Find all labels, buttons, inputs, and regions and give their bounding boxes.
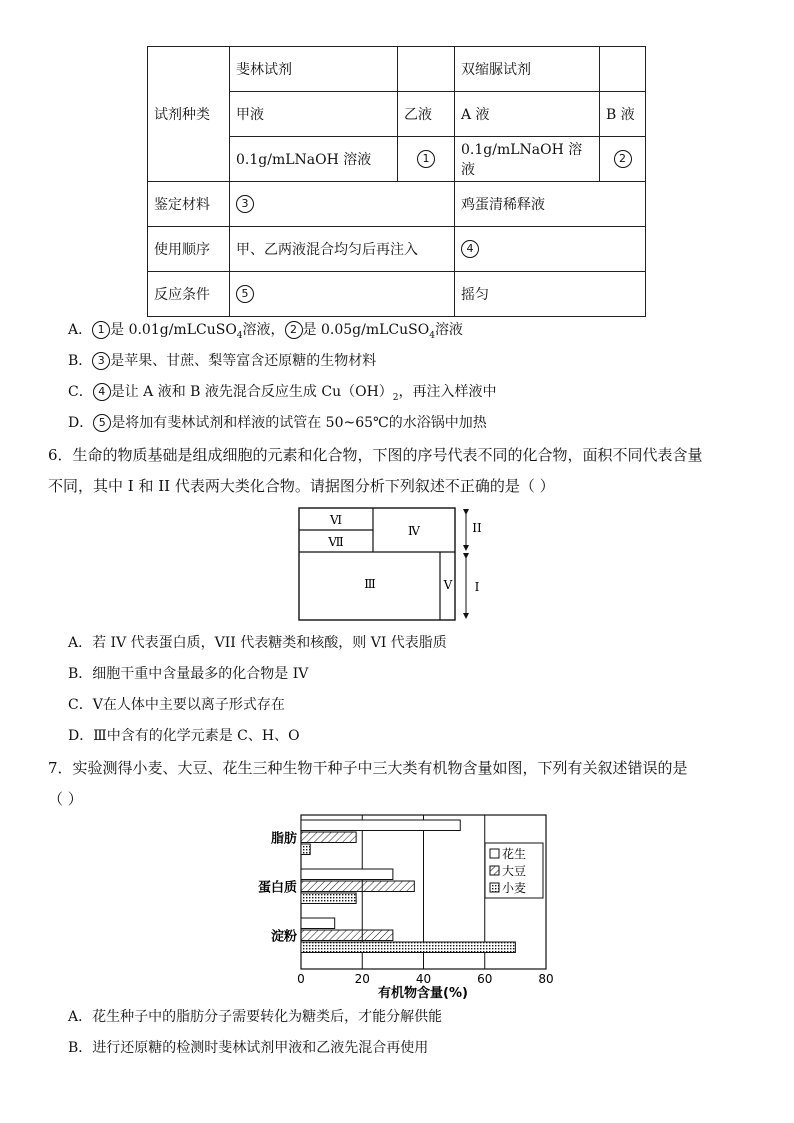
bar-wheat [301, 893, 356, 904]
fehling-label: 斐林试剂 [230, 47, 398, 92]
bar-soybean [301, 881, 414, 892]
option-prefix: A． [68, 322, 93, 338]
option-text: 是 0.05g/mLCuSO [302, 322, 430, 338]
marker-2-cell [600, 137, 646, 182]
q6-option-b: B．细胞干重中含量最多的化合物是 IV [68, 666, 309, 682]
liquid-yi: 乙液 [398, 92, 455, 137]
circled-3: 3 [92, 352, 110, 370]
label-i: I [474, 580, 480, 594]
region-iv: Ⅳ [408, 524, 420, 538]
order-label: 使用顺序 [148, 227, 230, 272]
circled-5: 5 [236, 285, 254, 303]
x-tick-label: 60 [477, 972, 493, 986]
bar-peanut [301, 869, 393, 880]
region-v: Ⅴ [443, 578, 453, 592]
q7-option-a: A．花生种子中的脂肪分子需要转化为糖类后，才能分解供能 [68, 1009, 443, 1025]
circled-2: 2 [285, 321, 303, 339]
marker-5-cell [230, 272, 455, 317]
x-tick-label: 0 [297, 972, 305, 986]
q6-stem-line2: 不同，其中 I 和 II 代表两大类化合物。请据图分析下列叙述不正确的是（ ） [48, 477, 555, 495]
circled-5: 5 [93, 414, 111, 432]
option-prefix: C． [68, 384, 93, 400]
marker-4-cell [455, 227, 646, 272]
q7-stem-line1: 7．实验测得小麦、大豆、花生三种生物干种子中三大类有机物含量如图，下列有关叙述错误的是 [48, 759, 688, 777]
legend [485, 843, 543, 898]
option-text: ，再注入样液中 [398, 384, 497, 400]
reagent-type-label: 试剂种类 [148, 47, 230, 182]
legend-label-soybean: 大豆 [502, 864, 527, 878]
biuret-label: 双缩脲试剂 [455, 47, 600, 92]
x-tick-label: 80 [538, 972, 554, 986]
liquid-b: B 液 [600, 92, 646, 137]
label-ii: II [472, 521, 482, 535]
region-vi: Ⅵ [329, 513, 343, 527]
q5-option-b [68, 351, 376, 371]
cond-label: 反应条件 [148, 272, 230, 317]
empty-cell [398, 47, 455, 92]
empty-cell [600, 47, 646, 92]
liquid-a: A 液 [455, 92, 600, 137]
subscript: 4 [429, 330, 435, 341]
option-text: 是苹果、甘蔗、梨等富含还原糖的生物材料 [110, 353, 377, 369]
option-prefix: B． [68, 353, 93, 369]
circled-1: 1 [417, 150, 435, 168]
q6-option-c: C．Ⅴ在人体中主要以离子形式存在 [68, 697, 285, 713]
subscript: 4 [236, 330, 243, 341]
bar-wheat [301, 844, 310, 855]
legend-swatch-soybean [490, 866, 499, 875]
circled-1: 1 [92, 321, 110, 339]
bar-peanut [301, 820, 460, 831]
category-label: 蛋白质 [257, 880, 297, 896]
marker-1-cell [398, 137, 455, 182]
q6-option-a: A．若 IV 代表蛋白质，VII 代表糖类和核酸，则 VI 代表脂质 [68, 635, 447, 651]
q5-option-a [68, 320, 463, 346]
material-biuret: 鸡蛋清稀释液 [455, 182, 646, 227]
option-text: 是 0.01g/mLCuSO [110, 322, 237, 338]
reagent-table [147, 46, 646, 317]
q6-stem-line1: 6．生命的物质基础是组成细胞的元素和化合物，下图的序号代表不同的化合物，面积不同代表含量 [48, 446, 703, 464]
cond-biuret: 摇匀 [455, 272, 646, 317]
legend-swatch-peanut [490, 849, 499, 858]
option-text: 是让 A 液和 B 液先混合反应生成 Cu（OH） [110, 384, 393, 400]
q5-option-c [68, 382, 497, 408]
bar-soybean [301, 930, 393, 941]
liquid-jia: 甲液 [230, 92, 398, 137]
order-fehling: 甲、乙两液混合均匀后再注入 [230, 227, 455, 272]
legend-swatch-wheat [490, 883, 499, 892]
option-text: 溶液 [434, 322, 463, 338]
option-text: 是将加有斐林试剂和样液的试管在 50~65℃的水浴锅中加热 [111, 415, 487, 431]
subscript: 2 [392, 392, 399, 403]
q7-stem-line2: （ ） [48, 790, 83, 808]
circled-2: 2 [614, 150, 632, 168]
circled-4: 4 [461, 240, 479, 258]
naoh-biuret: 0.1g/mLNaOH 溶液 [455, 137, 600, 182]
x-axis-label: 有机物含量(%) [378, 986, 468, 1001]
region-vii: Ⅶ [328, 535, 344, 549]
naoh-fehling: 0.1g/mLNaOH 溶液 [230, 137, 398, 182]
bar-wheat [301, 942, 515, 953]
compound-area-figure [290, 500, 500, 625]
material-label: 鉴定材料 [148, 182, 230, 227]
legend-label-wheat: 小麦 [502, 881, 527, 895]
q5-option-d [68, 413, 487, 433]
bar-soybean [301, 832, 356, 843]
option-text: 溶液， [242, 322, 285, 338]
q6-option-d: D．Ⅲ中含有的化学元素是 C、H、O [68, 728, 300, 744]
region-iii: Ⅲ [364, 577, 376, 591]
legend-label-peanut: 花生 [502, 847, 527, 861]
figure-frame [299, 508, 455, 620]
q7-option-b: B．进行还原糖的检测时斐林试剂甲液和乙液先混合再使用 [68, 1040, 429, 1056]
category-label: 脂肪 [270, 831, 297, 847]
circled-4: 4 [93, 383, 111, 401]
option-prefix: D． [68, 415, 94, 431]
x-tick-label: 40 [415, 972, 432, 986]
category-label: 淀粉 [270, 929, 297, 945]
x-tick-label: 20 [354, 972, 370, 986]
organic-content-chart [240, 810, 560, 1002]
bar-peanut [301, 918, 335, 929]
circled-3: 3 [236, 195, 254, 213]
marker-3-cell [230, 182, 455, 227]
